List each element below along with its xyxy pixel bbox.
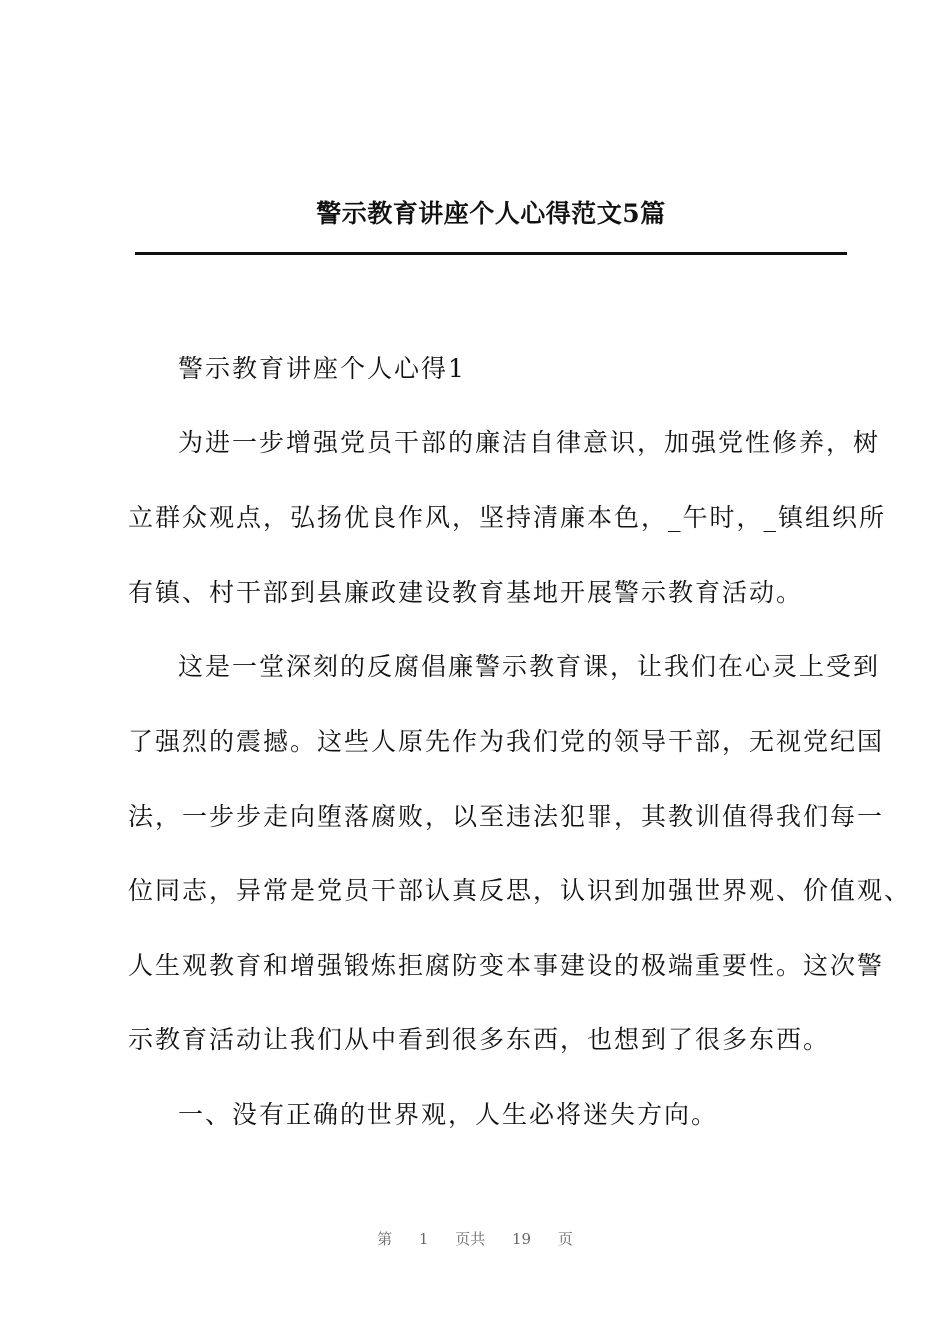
text-line: 为进一步增强党员干部的廉洁自律意识，加强党性修养，树 (178, 428, 881, 457)
text-line: 立群众观点，弘扬优良作风，坚持清廉本色，_午时，_镇组织所 (128, 503, 887, 532)
text-line: 位同志，异常是党员干部认真反思，认识到加强世界观、价值观、 (128, 876, 912, 905)
page-footer (0, 1228, 950, 1249)
footer-page-number: 1 (418, 1230, 429, 1248)
footer-total-pages: 19 (512, 1230, 532, 1248)
text-line: 法，一步步走向堕落腐败，以至违法犯罪，其教训值得我们每一 (128, 802, 885, 831)
footer-middle: 页共 (455, 1230, 486, 1248)
section-heading: 警示教育讲座个人心得1 (178, 354, 466, 383)
text-line: 了强烈的震撼。这些人原先作为我们党的领导干部，无视党纪国 (128, 727, 885, 756)
footer-suffix: 页 (557, 1230, 573, 1248)
text-line: 这是一堂深刻的反腐倡廉警示教育课，让我们在心灵上受到 (178, 652, 881, 681)
text-line: 一、没有正确的世界观，人生必将迷失方向。 (178, 1100, 719, 1129)
text-line: 示教育活动让我们从中看到很多东西，也想到了很多东西。 (128, 1025, 831, 1054)
text-line: 人生观教育和增强锻炼拒腐防变本事建设的极端重要性。这次警 (128, 951, 885, 980)
text-line: 有镇、村干部到县廉政建设教育基地开展警示教育活动。 (128, 578, 804, 607)
title-divider (135, 252, 847, 255)
footer-prefix: 第 (377, 1230, 393, 1248)
page-title: 警示教育讲座个人心得范文5篇 (316, 199, 666, 228)
